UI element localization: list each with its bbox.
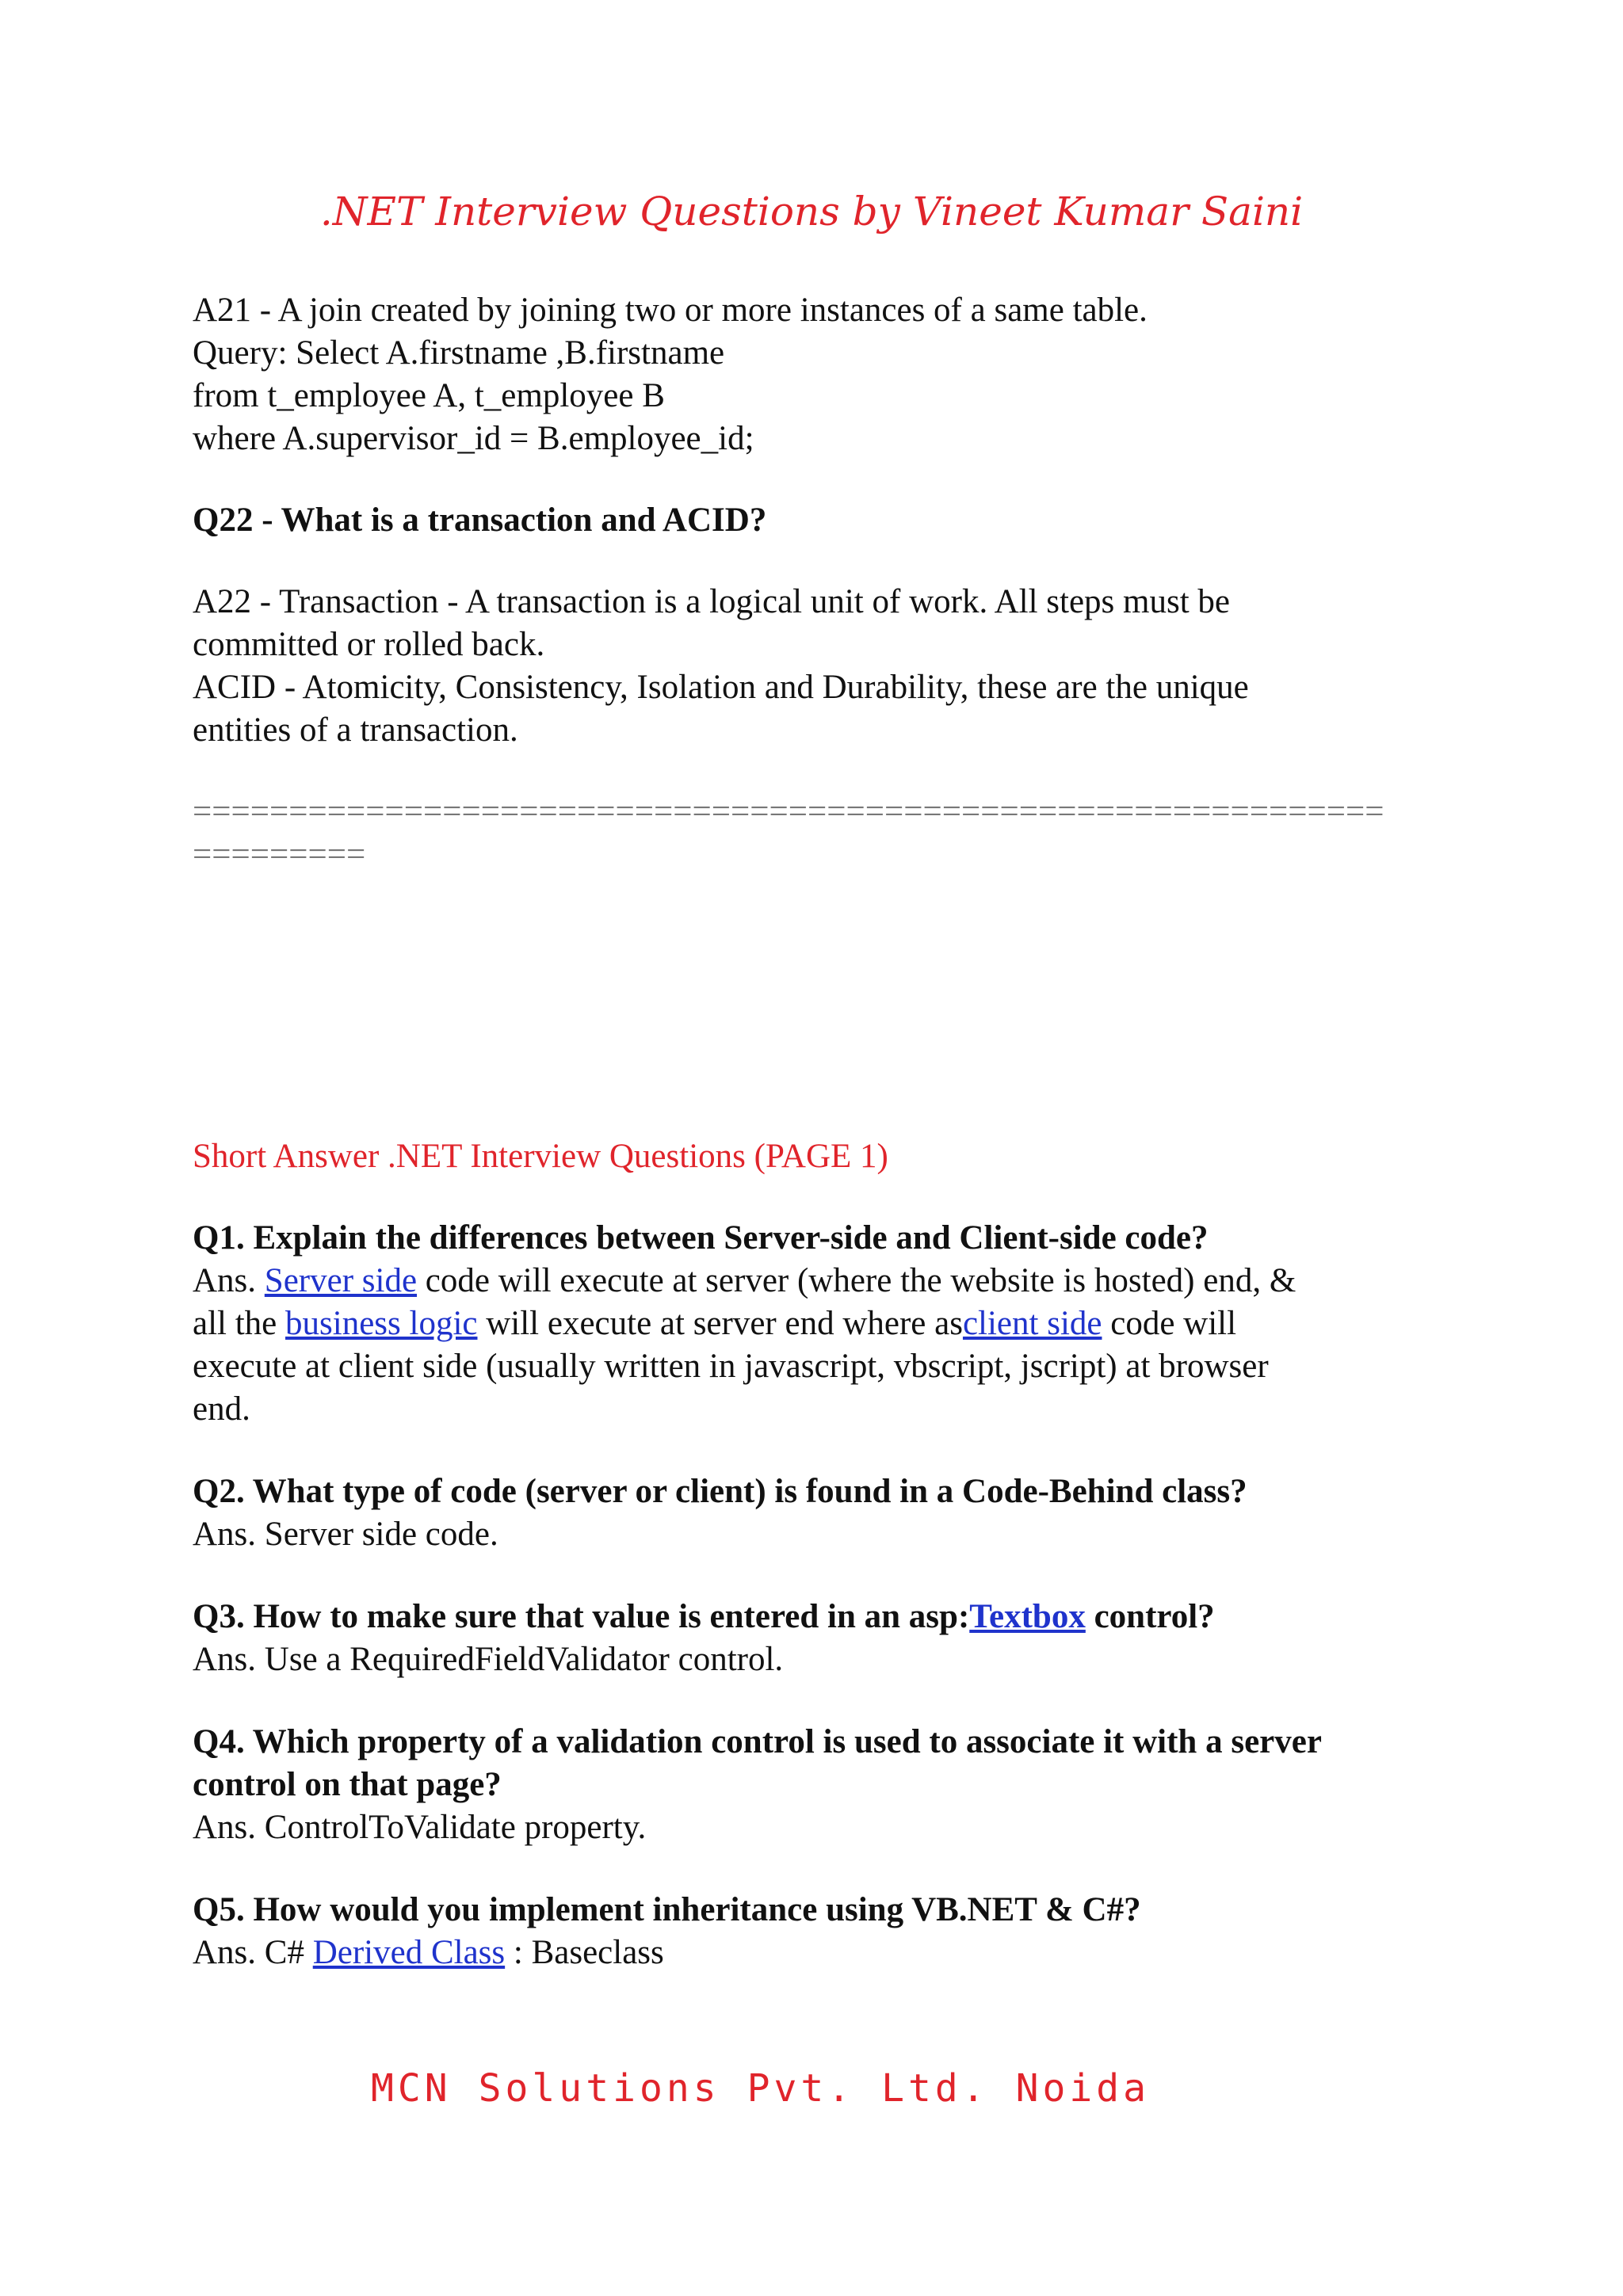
qa-q5 xyxy=(193,1889,1461,1974)
textbox-link[interactable]: Textbox xyxy=(969,1598,1086,1635)
answer-q4: Ans. ControlToValidate property. xyxy=(193,1809,647,1846)
answer-q2: Ans. Server side code. xyxy=(193,1516,498,1553)
client-side-link[interactable]: client side xyxy=(962,1305,1102,1342)
a21-line-4: where A.supervisor_id = B.employee_id; xyxy=(193,420,754,457)
page-footer: MCN Solutions Pvt. Ltd. Noida xyxy=(371,2066,1151,2111)
q1-answer-line-4: end. xyxy=(193,1390,250,1428)
qa-q1 xyxy=(193,1217,1461,1431)
answer-q5: Ans. C# Derived Class : Baseclass xyxy=(193,1934,664,1971)
question-q2: Q2. What type of code (server or client) is found in a Code-Behind class? xyxy=(193,1473,1247,1510)
answer-a21 xyxy=(193,289,1461,460)
qa-q2 xyxy=(193,1470,1461,1556)
question-q4-line-2: control on that page? xyxy=(193,1766,502,1803)
question-q5: Q5. How would you implement inheritance using VB.NET & C#? xyxy=(193,1891,1141,1928)
qa-q3 xyxy=(193,1596,1461,1681)
business-logic-link[interactable]: business logic xyxy=(285,1305,478,1342)
a22-line-1: A22 - Transaction - A transaction is a logical unit of work. All steps must be xyxy=(193,583,1230,620)
page-header-title: .NET Interview Questions by Vineet Kumar Saini xyxy=(319,189,1304,235)
question-q4-line-1: Q4. Which property of a validation control is used to associate it with a server xyxy=(193,1723,1322,1760)
answer-q3: Ans. Use a RequiredFieldValidator control. xyxy=(193,1641,784,1678)
section-title: Short Answer .NET Interview Questions (PAGE 1) xyxy=(193,1138,888,1175)
derived-class-link[interactable]: Derived Class xyxy=(312,1934,506,1971)
question-q1: Q1. Explain the differences between Server-side and Client-side code? xyxy=(193,1219,1209,1257)
qa-q4 xyxy=(193,1721,1461,1849)
separator xyxy=(193,791,1461,876)
server-side-link[interactable]: Server side xyxy=(264,1262,418,1299)
question-q22: Q22 - What is a transaction and ACID? xyxy=(193,502,767,539)
answer-a22 xyxy=(193,581,1461,752)
separator-line-2: ========= xyxy=(193,836,366,873)
a22-line-4: entities of a transaction. xyxy=(193,711,518,749)
a21-line-3: from t_employee A, t_employee B xyxy=(193,377,665,414)
q1-answer-line-2: all the business logic will execute at server end where asclient side code will xyxy=(193,1305,1237,1342)
separator-line-1: ============================================================== xyxy=(193,793,1384,830)
a21-line-1: A21 - A join created by joining two or more instances of a same table. xyxy=(193,292,1148,329)
q1-answer-line-3: execute at client side (usually written in javascript, vbscript, jscript) at browser xyxy=(193,1348,1269,1385)
document-body xyxy=(193,289,1461,1974)
a21-line-2: Query: Select A.firstname ,B.firstname xyxy=(193,334,725,372)
q1-answer-line-1: Ans. Server side code will execute at server (where the website is hosted) end, & xyxy=(193,1262,1296,1299)
a22-line-3: ACID - Atomicity, Consistency, Isolation and Durability, these are the unique xyxy=(193,669,1249,706)
question-q3: Q3. How to make sure that value is entered in an asp:Textbox control? xyxy=(193,1598,1215,1635)
a22-line-2: committed or rolled back. xyxy=(193,626,545,663)
